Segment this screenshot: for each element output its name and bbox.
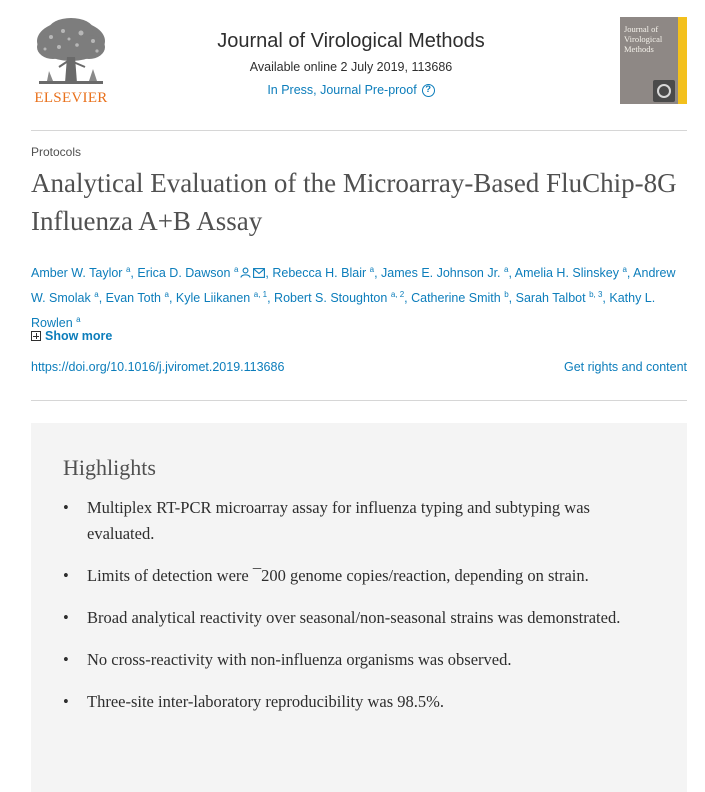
bullet: • bbox=[63, 608, 69, 627]
availability-text: Available online 2 July 2019, 113686 bbox=[249, 60, 453, 74]
doi-link[interactable]: https://doi.org/10.1016/j.jviromet.2019.113686 bbox=[31, 360, 285, 374]
author-link[interactable]: Kathy L. Rowlen $^a$ bbox=[31, 291, 656, 330]
author-link[interactable]: Kyle Liikanen $^{a, 1}$ bbox=[175, 290, 268, 305]
rights-link[interactable]: Get rights and content bbox=[564, 360, 687, 374]
envelope-icon[interactable] bbox=[253, 268, 265, 278]
highlights-section bbox=[31, 423, 687, 792]
article-title: Analytical Evaluation of the Microarray-Based FluChip-8G Influenza A+B Assay bbox=[31, 168, 677, 236]
author-link[interactable]: Evan Toth $^a$ bbox=[105, 290, 169, 305]
author-link[interactable]: Erica D. Dawson $^a$ bbox=[137, 265, 239, 280]
author-list: Amber W. Taylor $^a$, Erica D. Dawson $^a$ , Rebecca H. Blair $^a$, James E. Johnson Jr. $^a$, Amelia H. Slinskey $^a$, Andrew W. Smolak $^a$, Evan Toth $^a$, Kyle Liikanen $^{a, 1}$, Robert S. Stoughton $^{a, 2}$, Catherine Smith $^b$, Sarah Talbot $^{b, 3}$, Kathy L. Rowlen $^a$ bbox=[31, 265, 676, 330]
author-link[interactable]: James E. Johnson Jr. $^a$ bbox=[381, 265, 509, 280]
cover-title: Journal of Virological Methods bbox=[624, 24, 663, 54]
list-item: • Limits of detection were ¯200 genome copies/reaction, depending on strain. bbox=[63, 563, 655, 589]
journal-info bbox=[151, 28, 551, 99]
show-more-button[interactable] bbox=[31, 329, 112, 343]
highlights-title: Highlights bbox=[63, 455, 156, 480]
author-link[interactable]: Amber W. Taylor $^a$ bbox=[31, 265, 131, 280]
list-item: • No cross-reactivity with non-influenza organisms was observed. bbox=[63, 647, 655, 673]
meta-divider bbox=[31, 400, 687, 401]
person-icon[interactable] bbox=[240, 267, 251, 278]
article-category: Protocols bbox=[31, 145, 82, 159]
cover-color-strip bbox=[678, 17, 687, 104]
question-circle-icon[interactable]: ? bbox=[422, 84, 435, 97]
show-more-label[interactable]: Show more bbox=[45, 329, 113, 343]
author-link[interactable]: Robert S. Stoughton $^{a, 2}$ bbox=[274, 290, 405, 305]
status-text[interactable]: In Press, Journal Pre-proof bbox=[267, 83, 417, 97]
journal-header bbox=[31, 12, 687, 130]
journal-title-link[interactable]: Journal of Virological Methods bbox=[217, 30, 485, 52]
bullet: • bbox=[63, 650, 69, 669]
author-link[interactable]: Andrew W. Smolak $^a$ bbox=[31, 266, 676, 305]
author-link[interactable]: Catherine Smith $^b$ bbox=[411, 290, 509, 305]
author-link[interactable]: Rebecca H. Blair $^a$ bbox=[272, 265, 375, 280]
bullet: • bbox=[63, 692, 69, 711]
list-item: • Three-site inter-laboratory reproducibility was 98.5%. bbox=[63, 689, 655, 715]
journal-status[interactable] bbox=[267, 82, 434, 98]
list-item: • Broad analytical reactivity over seasonal/non-seasonal strains was demonstrated. bbox=[63, 605, 655, 631]
cover-emblem-icon bbox=[653, 80, 675, 102]
author-link[interactable]: Sarah Talbot $^{b, 3}$ bbox=[515, 290, 603, 305]
plus-box-icon[interactable] bbox=[31, 331, 41, 341]
bullet: • bbox=[63, 566, 69, 585]
highlights-list bbox=[63, 495, 655, 715]
list-item: • Multiplex RT-PCR microarray assay for influenza typing and subtyping was evaluated. bbox=[63, 495, 655, 547]
publisher-name: ELSEVIER bbox=[34, 90, 108, 106]
header-divider bbox=[31, 130, 687, 131]
journal-cover-thumbnail[interactable] bbox=[620, 17, 687, 104]
author-link[interactable]: Amelia H. Slinskey $^a$ bbox=[514, 265, 627, 280]
bullet: • bbox=[63, 498, 69, 517]
